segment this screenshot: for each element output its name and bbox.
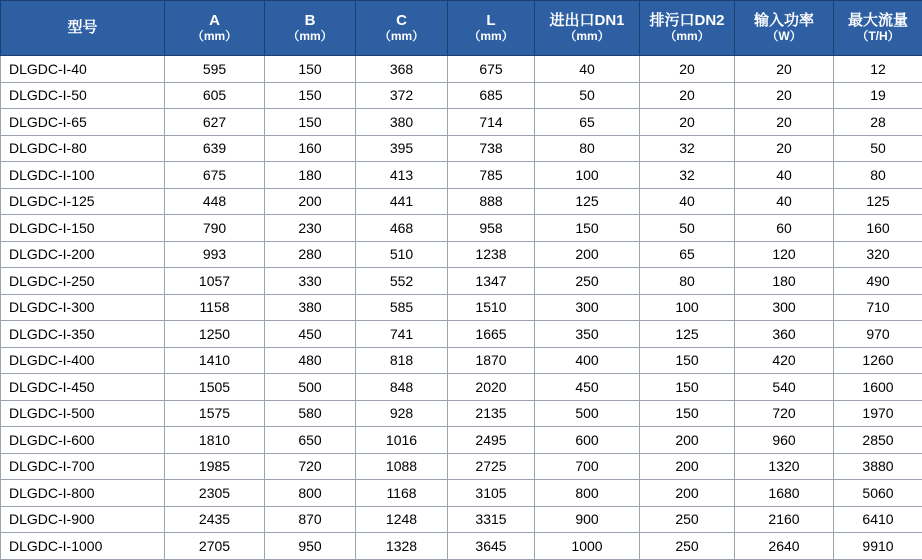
cell-model: DLGDC-I-450 xyxy=(1,374,165,401)
cell-value: 448 xyxy=(165,188,265,215)
cell-value: 1260 xyxy=(834,347,922,374)
cell-value: 540 xyxy=(735,374,834,401)
cell-value: 150 xyxy=(640,347,735,374)
cell-value: 3315 xyxy=(448,506,535,533)
column-header-6 xyxy=(640,1,735,56)
column-header-0 xyxy=(1,1,165,56)
table-row xyxy=(1,162,922,189)
cell-value: 1347 xyxy=(448,268,535,295)
cell-value: 960 xyxy=(735,427,834,454)
cell-value: 80 xyxy=(640,268,735,295)
cell-value: 510 xyxy=(356,241,448,268)
cell-value: 150 xyxy=(535,215,640,242)
cell-value: 180 xyxy=(265,162,356,189)
cell-value: 714 xyxy=(448,109,535,136)
cell-value: 12 xyxy=(834,56,922,83)
table-row xyxy=(1,480,922,507)
cell-model: DLGDC-I-50 xyxy=(1,82,165,109)
cell-value: 441 xyxy=(356,188,448,215)
cell-value: 40 xyxy=(735,188,834,215)
cell-value: 350 xyxy=(535,321,640,348)
cell-value: 125 xyxy=(834,188,922,215)
cell-model: DLGDC-I-900 xyxy=(1,506,165,533)
cell-model: DLGDC-I-125 xyxy=(1,188,165,215)
cell-value: 150 xyxy=(640,400,735,427)
cell-value: 1810 xyxy=(165,427,265,454)
cell-value: 480 xyxy=(265,347,356,374)
column-header-unit: （mm） xyxy=(537,30,637,44)
cell-value: 585 xyxy=(356,294,448,321)
cell-model: DLGDC-I-300 xyxy=(1,294,165,321)
column-header-label: 输入功率 xyxy=(737,12,831,29)
column-header-3 xyxy=(356,1,448,56)
cell-value: 2160 xyxy=(735,506,834,533)
cell-value: 600 xyxy=(535,427,640,454)
cell-value: 2850 xyxy=(834,427,922,454)
cell-value: 675 xyxy=(165,162,265,189)
cell-value: 1248 xyxy=(356,506,448,533)
cell-value: 250 xyxy=(640,506,735,533)
cell-value: 32 xyxy=(640,135,735,162)
cell-value: 490 xyxy=(834,268,922,295)
cell-value: 800 xyxy=(265,480,356,507)
cell-value: 125 xyxy=(535,188,640,215)
cell-value: 20 xyxy=(640,82,735,109)
cell-value: 595 xyxy=(165,56,265,83)
cell-value: 1168 xyxy=(356,480,448,507)
cell-value: 420 xyxy=(735,347,834,374)
column-header-unit: （mm） xyxy=(642,30,732,44)
cell-value: 741 xyxy=(356,321,448,348)
cell-value: 20 xyxy=(735,109,834,136)
table-row xyxy=(1,188,922,215)
cell-value: 40 xyxy=(640,188,735,215)
table-row xyxy=(1,294,922,321)
cell-value: 300 xyxy=(735,294,834,321)
cell-value: 6410 xyxy=(834,506,922,533)
cell-value: 50 xyxy=(640,215,735,242)
cell-model: DLGDC-I-350 xyxy=(1,321,165,348)
table-header-row xyxy=(1,1,922,56)
cell-value: 200 xyxy=(265,188,356,215)
cell-value: 20 xyxy=(735,135,834,162)
cell-value: 468 xyxy=(356,215,448,242)
cell-model: DLGDC-I-65 xyxy=(1,109,165,136)
cell-value: 125 xyxy=(640,321,735,348)
cell-value: 1665 xyxy=(448,321,535,348)
cell-value: 330 xyxy=(265,268,356,295)
column-header-label: B xyxy=(267,12,353,29)
cell-model: DLGDC-I-400 xyxy=(1,347,165,374)
cell-value: 20 xyxy=(640,109,735,136)
cell-value: 552 xyxy=(356,268,448,295)
cell-value: 1510 xyxy=(448,294,535,321)
cell-value: 1575 xyxy=(165,400,265,427)
cell-value: 20 xyxy=(735,56,834,83)
cell-value: 888 xyxy=(448,188,535,215)
cell-value: 200 xyxy=(640,480,735,507)
table-row xyxy=(1,506,922,533)
cell-value: 970 xyxy=(834,321,922,348)
cell-value: 1870 xyxy=(448,347,535,374)
cell-value: 790 xyxy=(165,215,265,242)
cell-value: 605 xyxy=(165,82,265,109)
cell-value: 650 xyxy=(265,427,356,454)
table-row xyxy=(1,215,922,242)
cell-value: 20 xyxy=(735,82,834,109)
cell-value: 2305 xyxy=(165,480,265,507)
cell-value: 395 xyxy=(356,135,448,162)
cell-value: 785 xyxy=(448,162,535,189)
cell-model: DLGDC-I-150 xyxy=(1,215,165,242)
cell-value: 450 xyxy=(535,374,640,401)
cell-value: 40 xyxy=(535,56,640,83)
cell-model: DLGDC-I-80 xyxy=(1,135,165,162)
cell-value: 1088 xyxy=(356,453,448,480)
cell-value: 150 xyxy=(265,56,356,83)
cell-value: 100 xyxy=(535,162,640,189)
cell-value: 2640 xyxy=(735,533,834,560)
cell-value: 1328 xyxy=(356,533,448,560)
table-row xyxy=(1,400,922,427)
cell-value: 1016 xyxy=(356,427,448,454)
table-row xyxy=(1,453,922,480)
cell-value: 150 xyxy=(640,374,735,401)
cell-value: 180 xyxy=(735,268,834,295)
cell-value: 1238 xyxy=(448,241,535,268)
cell-value: 380 xyxy=(265,294,356,321)
cell-value: 2495 xyxy=(448,427,535,454)
column-header-unit: （W） xyxy=(737,30,831,44)
cell-value: 580 xyxy=(265,400,356,427)
cell-value: 2435 xyxy=(165,506,265,533)
table-row xyxy=(1,268,922,295)
cell-value: 800 xyxy=(535,480,640,507)
cell-value: 738 xyxy=(448,135,535,162)
cell-value: 2020 xyxy=(448,374,535,401)
table-row xyxy=(1,82,922,109)
cell-value: 65 xyxy=(640,241,735,268)
cell-value: 160 xyxy=(834,215,922,242)
cell-value: 958 xyxy=(448,215,535,242)
cell-value: 1600 xyxy=(834,374,922,401)
cell-model: DLGDC-I-700 xyxy=(1,453,165,480)
column-header-label: 型号 xyxy=(3,19,162,36)
cell-value: 950 xyxy=(265,533,356,560)
cell-value: 230 xyxy=(265,215,356,242)
cell-value: 993 xyxy=(165,241,265,268)
cell-value: 1250 xyxy=(165,321,265,348)
table-row xyxy=(1,56,922,83)
table-row xyxy=(1,321,922,348)
cell-value: 32 xyxy=(640,162,735,189)
cell-value: 80 xyxy=(535,135,640,162)
cell-model: DLGDC-I-250 xyxy=(1,268,165,295)
cell-value: 20 xyxy=(640,56,735,83)
cell-value: 2725 xyxy=(448,453,535,480)
cell-value: 1505 xyxy=(165,374,265,401)
cell-value: 450 xyxy=(265,321,356,348)
cell-model: DLGDC-I-200 xyxy=(1,241,165,268)
cell-value: 120 xyxy=(735,241,834,268)
table-row xyxy=(1,533,922,560)
column-header-4 xyxy=(448,1,535,56)
cell-value: 80 xyxy=(834,162,922,189)
cell-value: 65 xyxy=(535,109,640,136)
cell-value: 675 xyxy=(448,56,535,83)
column-header-label: 进出口DN1 xyxy=(537,12,637,29)
cell-value: 50 xyxy=(834,135,922,162)
cell-value: 3105 xyxy=(448,480,535,507)
column-header-unit: （mm） xyxy=(358,30,445,44)
cell-value: 1158 xyxy=(165,294,265,321)
table-row xyxy=(1,427,922,454)
column-header-label: A xyxy=(167,12,262,29)
column-header-7 xyxy=(735,1,834,56)
cell-value: 150 xyxy=(265,109,356,136)
column-header-label: L xyxy=(450,12,532,29)
column-header-unit: （mm） xyxy=(267,30,353,44)
cell-value: 200 xyxy=(640,427,735,454)
cell-value: 3880 xyxy=(834,453,922,480)
cell-value: 200 xyxy=(535,241,640,268)
cell-value: 320 xyxy=(834,241,922,268)
cell-value: 280 xyxy=(265,241,356,268)
cell-value: 900 xyxy=(535,506,640,533)
cell-model: DLGDC-I-1000 xyxy=(1,533,165,560)
cell-value: 1057 xyxy=(165,268,265,295)
cell-value: 5060 xyxy=(834,480,922,507)
cell-model: DLGDC-I-500 xyxy=(1,400,165,427)
column-header-1 xyxy=(165,1,265,56)
cell-model: DLGDC-I-800 xyxy=(1,480,165,507)
cell-value: 19 xyxy=(834,82,922,109)
table-row xyxy=(1,347,922,374)
cell-value: 720 xyxy=(735,400,834,427)
column-header-unit: （T/H） xyxy=(836,30,920,44)
cell-value: 627 xyxy=(165,109,265,136)
column-header-2 xyxy=(265,1,356,56)
cell-value: 40 xyxy=(735,162,834,189)
cell-value: 639 xyxy=(165,135,265,162)
cell-value: 1000 xyxy=(535,533,640,560)
cell-value: 848 xyxy=(356,374,448,401)
table-row xyxy=(1,374,922,401)
cell-value: 3645 xyxy=(448,533,535,560)
table-row xyxy=(1,135,922,162)
cell-value: 250 xyxy=(640,533,735,560)
cell-value: 360 xyxy=(735,321,834,348)
cell-value: 60 xyxy=(735,215,834,242)
table-header xyxy=(1,1,922,56)
table-row xyxy=(1,241,922,268)
cell-value: 710 xyxy=(834,294,922,321)
cell-value: 1970 xyxy=(834,400,922,427)
cell-value: 685 xyxy=(448,82,535,109)
cell-value: 160 xyxy=(265,135,356,162)
cell-value: 380 xyxy=(356,109,448,136)
cell-value: 818 xyxy=(356,347,448,374)
cell-value: 300 xyxy=(535,294,640,321)
table-body xyxy=(1,56,922,560)
cell-value: 250 xyxy=(535,268,640,295)
column-header-8 xyxy=(834,1,922,56)
cell-model: DLGDC-I-100 xyxy=(1,162,165,189)
cell-value: 700 xyxy=(535,453,640,480)
cell-value: 413 xyxy=(356,162,448,189)
column-header-unit: （mm） xyxy=(450,30,532,44)
cell-value: 100 xyxy=(640,294,735,321)
column-header-label: 排污口DN2 xyxy=(642,12,732,29)
cell-value: 368 xyxy=(356,56,448,83)
cell-value: 372 xyxy=(356,82,448,109)
cell-value: 1985 xyxy=(165,453,265,480)
column-header-unit: （mm） xyxy=(167,30,262,44)
cell-value: 2705 xyxy=(165,533,265,560)
cell-value: 28 xyxy=(834,109,922,136)
cell-value: 400 xyxy=(535,347,640,374)
cell-value: 150 xyxy=(265,82,356,109)
cell-value: 928 xyxy=(356,400,448,427)
cell-value: 870 xyxy=(265,506,356,533)
cell-value: 50 xyxy=(535,82,640,109)
column-header-5 xyxy=(535,1,640,56)
cell-value: 200 xyxy=(640,453,735,480)
cell-value: 720 xyxy=(265,453,356,480)
cell-value: 1410 xyxy=(165,347,265,374)
cell-value: 2135 xyxy=(448,400,535,427)
cell-value: 1680 xyxy=(735,480,834,507)
cell-value: 500 xyxy=(535,400,640,427)
cell-value: 9910 xyxy=(834,533,922,560)
column-header-label: 最大流量 xyxy=(836,12,920,29)
table-row xyxy=(1,109,922,136)
column-header-label: C xyxy=(358,12,445,29)
cell-model: DLGDC-I-40 xyxy=(1,56,165,83)
cell-value: 1320 xyxy=(735,453,834,480)
cell-value: 500 xyxy=(265,374,356,401)
cell-model: DLGDC-I-600 xyxy=(1,427,165,454)
